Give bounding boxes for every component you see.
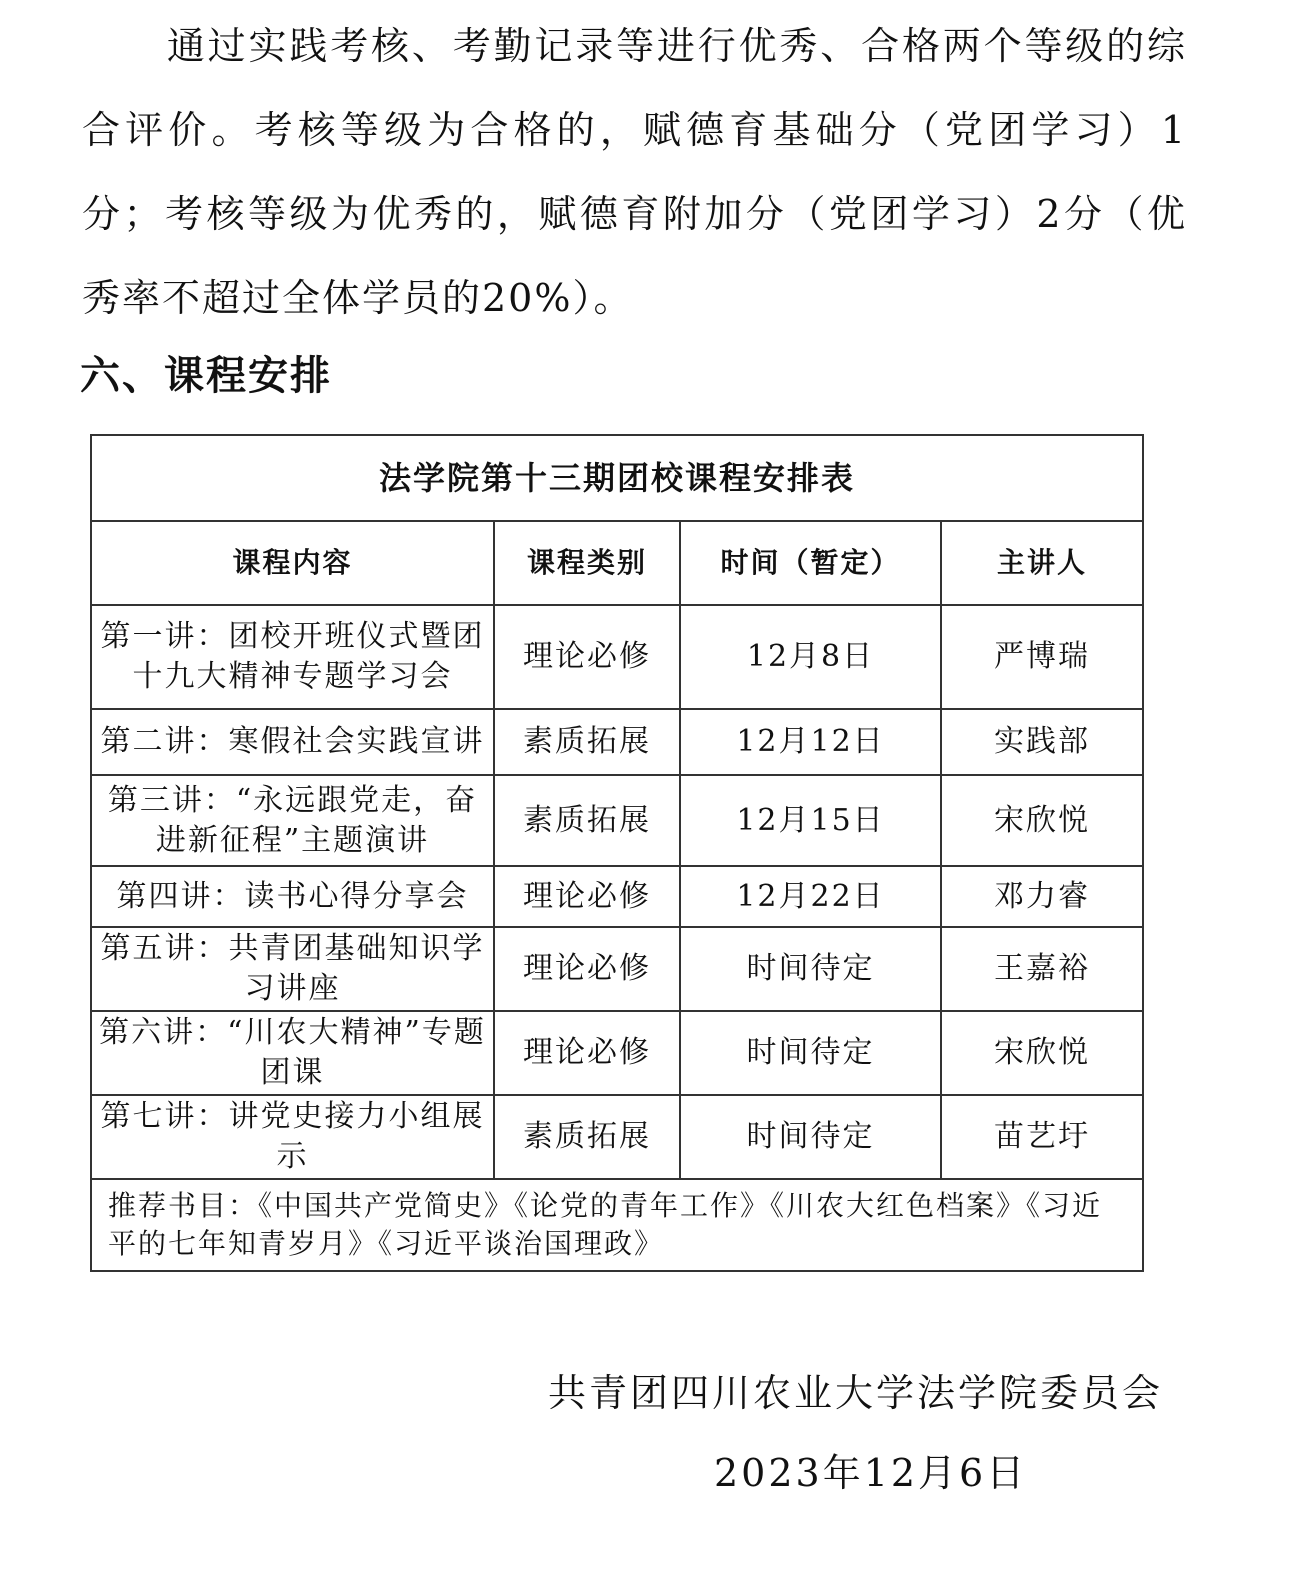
course-speaker: 宋欣悦 <box>941 775 1143 866</box>
course-category: 素质拓展 <box>494 709 680 775</box>
course-speaker: 苗艺圩 <box>941 1095 1143 1179</box>
course-speaker: 严博瑞 <box>941 605 1143 709</box>
signature-date: 2023年12月6日 <box>714 1451 1028 1495</box>
course-category: 理论必修 <box>494 1011 680 1095</box>
table-row <box>91 775 1143 866</box>
intro-paragraph <box>82 4 1187 340</box>
table-row <box>91 709 1143 775</box>
header-category: 课程类别 <box>494 521 680 605</box>
course-content: 第七讲：讲党史接力小组展示 <box>91 1095 494 1179</box>
course-time: 12月8日 <box>680 605 941 709</box>
header-speaker: 主讲人 <box>941 521 1143 605</box>
course-content: 第一讲：团校开班仪式暨团十九大精神专题学习会 <box>91 605 494 709</box>
course-time: 12月12日 <box>680 709 941 775</box>
course-category: 理论必修 <box>494 927 680 1011</box>
course-category: 理论必修 <box>494 605 680 709</box>
course-category: 理论必修 <box>494 866 680 927</box>
course-category: 素质拓展 <box>494 1095 680 1179</box>
course-time: 12月15日 <box>680 775 941 866</box>
course-speaker: 邓力睿 <box>941 866 1143 927</box>
course-content: 第二讲：寒假社会实践宣讲 <box>91 709 494 775</box>
table-row <box>91 1011 1143 1095</box>
course-content: 第六讲：“川农大精神”专题团课 <box>91 1011 494 1095</box>
course-time: 时间待定 <box>680 1095 941 1179</box>
recommended-books: 推荐书目：《中国共产党简史》《论党的青年工作》《川农大红色档案》《习近平的七年知青岁月》《习近平谈治国理政》 <box>91 1179 1143 1271</box>
course-schedule-table <box>90 434 1144 1272</box>
header-time: 时间（暂定） <box>680 521 941 605</box>
table-row <box>91 1095 1143 1179</box>
recommended-books-row <box>91 1179 1143 1271</box>
course-content: 第五讲：共青团基础知识学习讲座 <box>91 927 494 1011</box>
table-row <box>91 866 1143 927</box>
course-speaker: 宋欣悦 <box>941 1011 1143 1095</box>
course-time: 12月22日 <box>680 866 941 927</box>
table-title: 法学院第十三期团校课程安排表 <box>91 435 1143 521</box>
course-speaker: 王嘉裕 <box>941 927 1143 1011</box>
course-time: 时间待定 <box>680 1011 941 1095</box>
course-category: 素质拓展 <box>494 775 680 866</box>
signature-organization: 共青团四川农业大学法学院委员会 <box>548 1371 1164 1415</box>
course-content: 第三讲：“永远跟党走，奋进新征程”主题演讲 <box>91 775 494 866</box>
section-title: 六、课程安排 <box>80 353 332 399</box>
table-title-row <box>91 435 1143 521</box>
course-content: 第四讲：读书心得分享会 <box>91 866 494 927</box>
course-speaker: 实践部 <box>941 709 1143 775</box>
table-header-row <box>91 521 1143 605</box>
table-row <box>91 927 1143 1011</box>
intro-paragraph-text: 通过实践考核、考勤记录等进行优秀、合格两个等级的综合评价。考核等级为合格的，赋德育基础分（党团学习）1分；考核等级为优秀的，赋德育附加分（党团学习）2分（优秀率不超过全体学员的20%）。 <box>82 24 1187 320</box>
table-row <box>91 605 1143 709</box>
header-content: 课程内容 <box>91 521 494 605</box>
course-time: 时间待定 <box>680 927 941 1011</box>
